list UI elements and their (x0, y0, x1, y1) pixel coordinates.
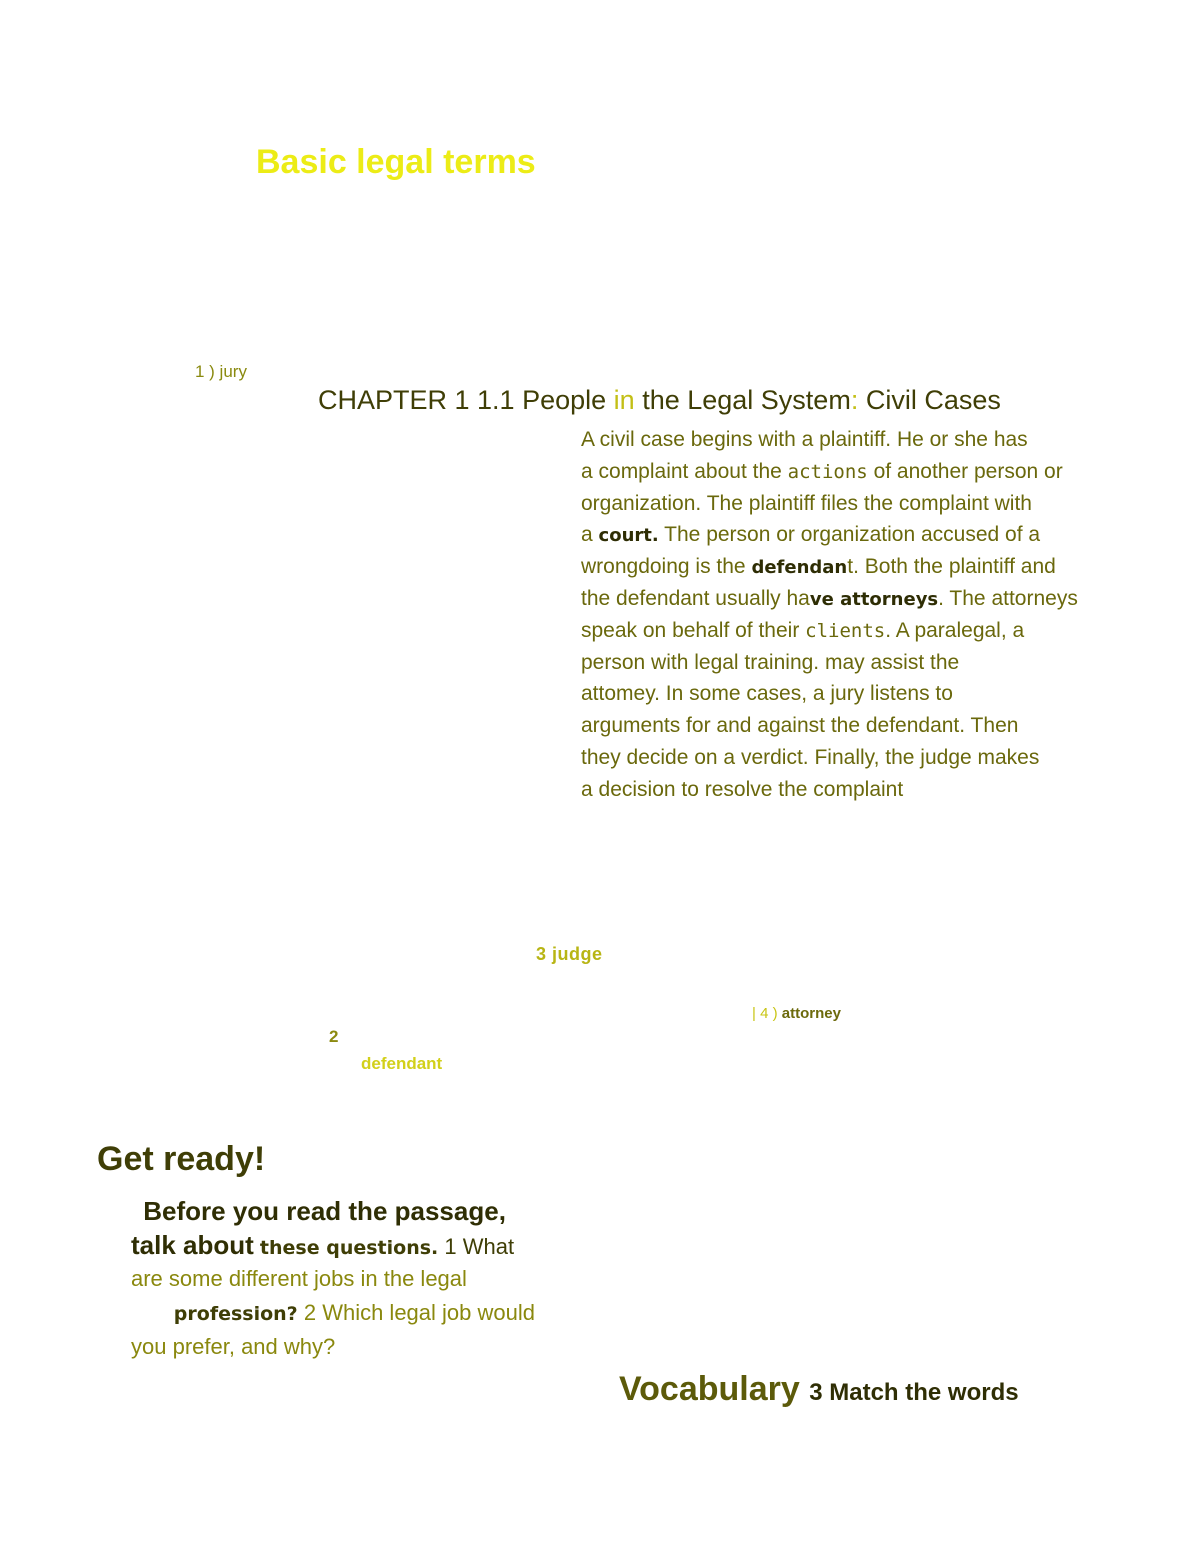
passage-line: a complaint about the actions of another person or (581, 459, 1063, 483)
get-ready-line: profession? 2 Which legal job would (173, 1300, 535, 1325)
get-ready-line: talk about these questions. 1 What (131, 1230, 515, 1260)
get-ready-body (131, 1194, 571, 1364)
page-title: Basic legal terms (256, 143, 536, 181)
passage-line: a decision to resolve the complaint (581, 777, 904, 801)
vocabulary-heading: Vocabulary 3 Match the words (619, 1370, 1019, 1408)
passage-line: they decide on a verdict. Finally, the judge makes (581, 745, 1040, 769)
chapter-colon: : (850, 385, 859, 415)
passage-line: attomey. In some cases, a jury listens to (581, 682, 953, 706)
passage (581, 424, 1101, 806)
chapter-in: in (613, 385, 635, 415)
label-defendant-number: 2 (329, 1027, 339, 1046)
passage-line: speak on behalf of their clients. A paralegal, a (581, 618, 1025, 642)
passage-line: the defendant usually have attorneys. The attorneys (581, 586, 1078, 610)
label-defendant: defendant (361, 1054, 443, 1073)
passage-line: organization. The plaintiff files the complaint with (581, 491, 1032, 515)
get-ready-line: are some different jobs in the legal (131, 1266, 467, 1291)
passage-line: A civil case begins with a plaintiff. He or she has (581, 428, 1028, 451)
passage-line: person with legal training. may assist the (581, 650, 960, 674)
get-ready-line: Before you read the passage, (143, 1196, 506, 1226)
label-judge: 3 judge (536, 944, 603, 964)
chapter-prefix: CHAPTER 1 1.1 People (318, 385, 607, 415)
label-jury: 1 ) jury (195, 362, 247, 381)
get-ready-heading: Get ready! (97, 1140, 266, 1178)
term-court: court. (598, 525, 659, 547)
label-attorney: | 4 ) attorney (752, 1005, 841, 1022)
chapter-end: Civil Cases (865, 385, 1001, 415)
term-defendant: defendan (751, 557, 848, 579)
chapter-middle: the Legal System (642, 385, 851, 415)
passage-line: arguments for and against the defendant. Then (581, 714, 1019, 738)
passage-line: a court. The person or organization accused of a (581, 523, 1041, 547)
passage-line: wrongdoing is the defendant. Both the plaintiff and (581, 555, 1056, 579)
chapter-heading (318, 385, 1001, 416)
get-ready-line: you prefer, and why? (131, 1334, 336, 1359)
term-attorneys: ve attorneys (809, 588, 939, 610)
